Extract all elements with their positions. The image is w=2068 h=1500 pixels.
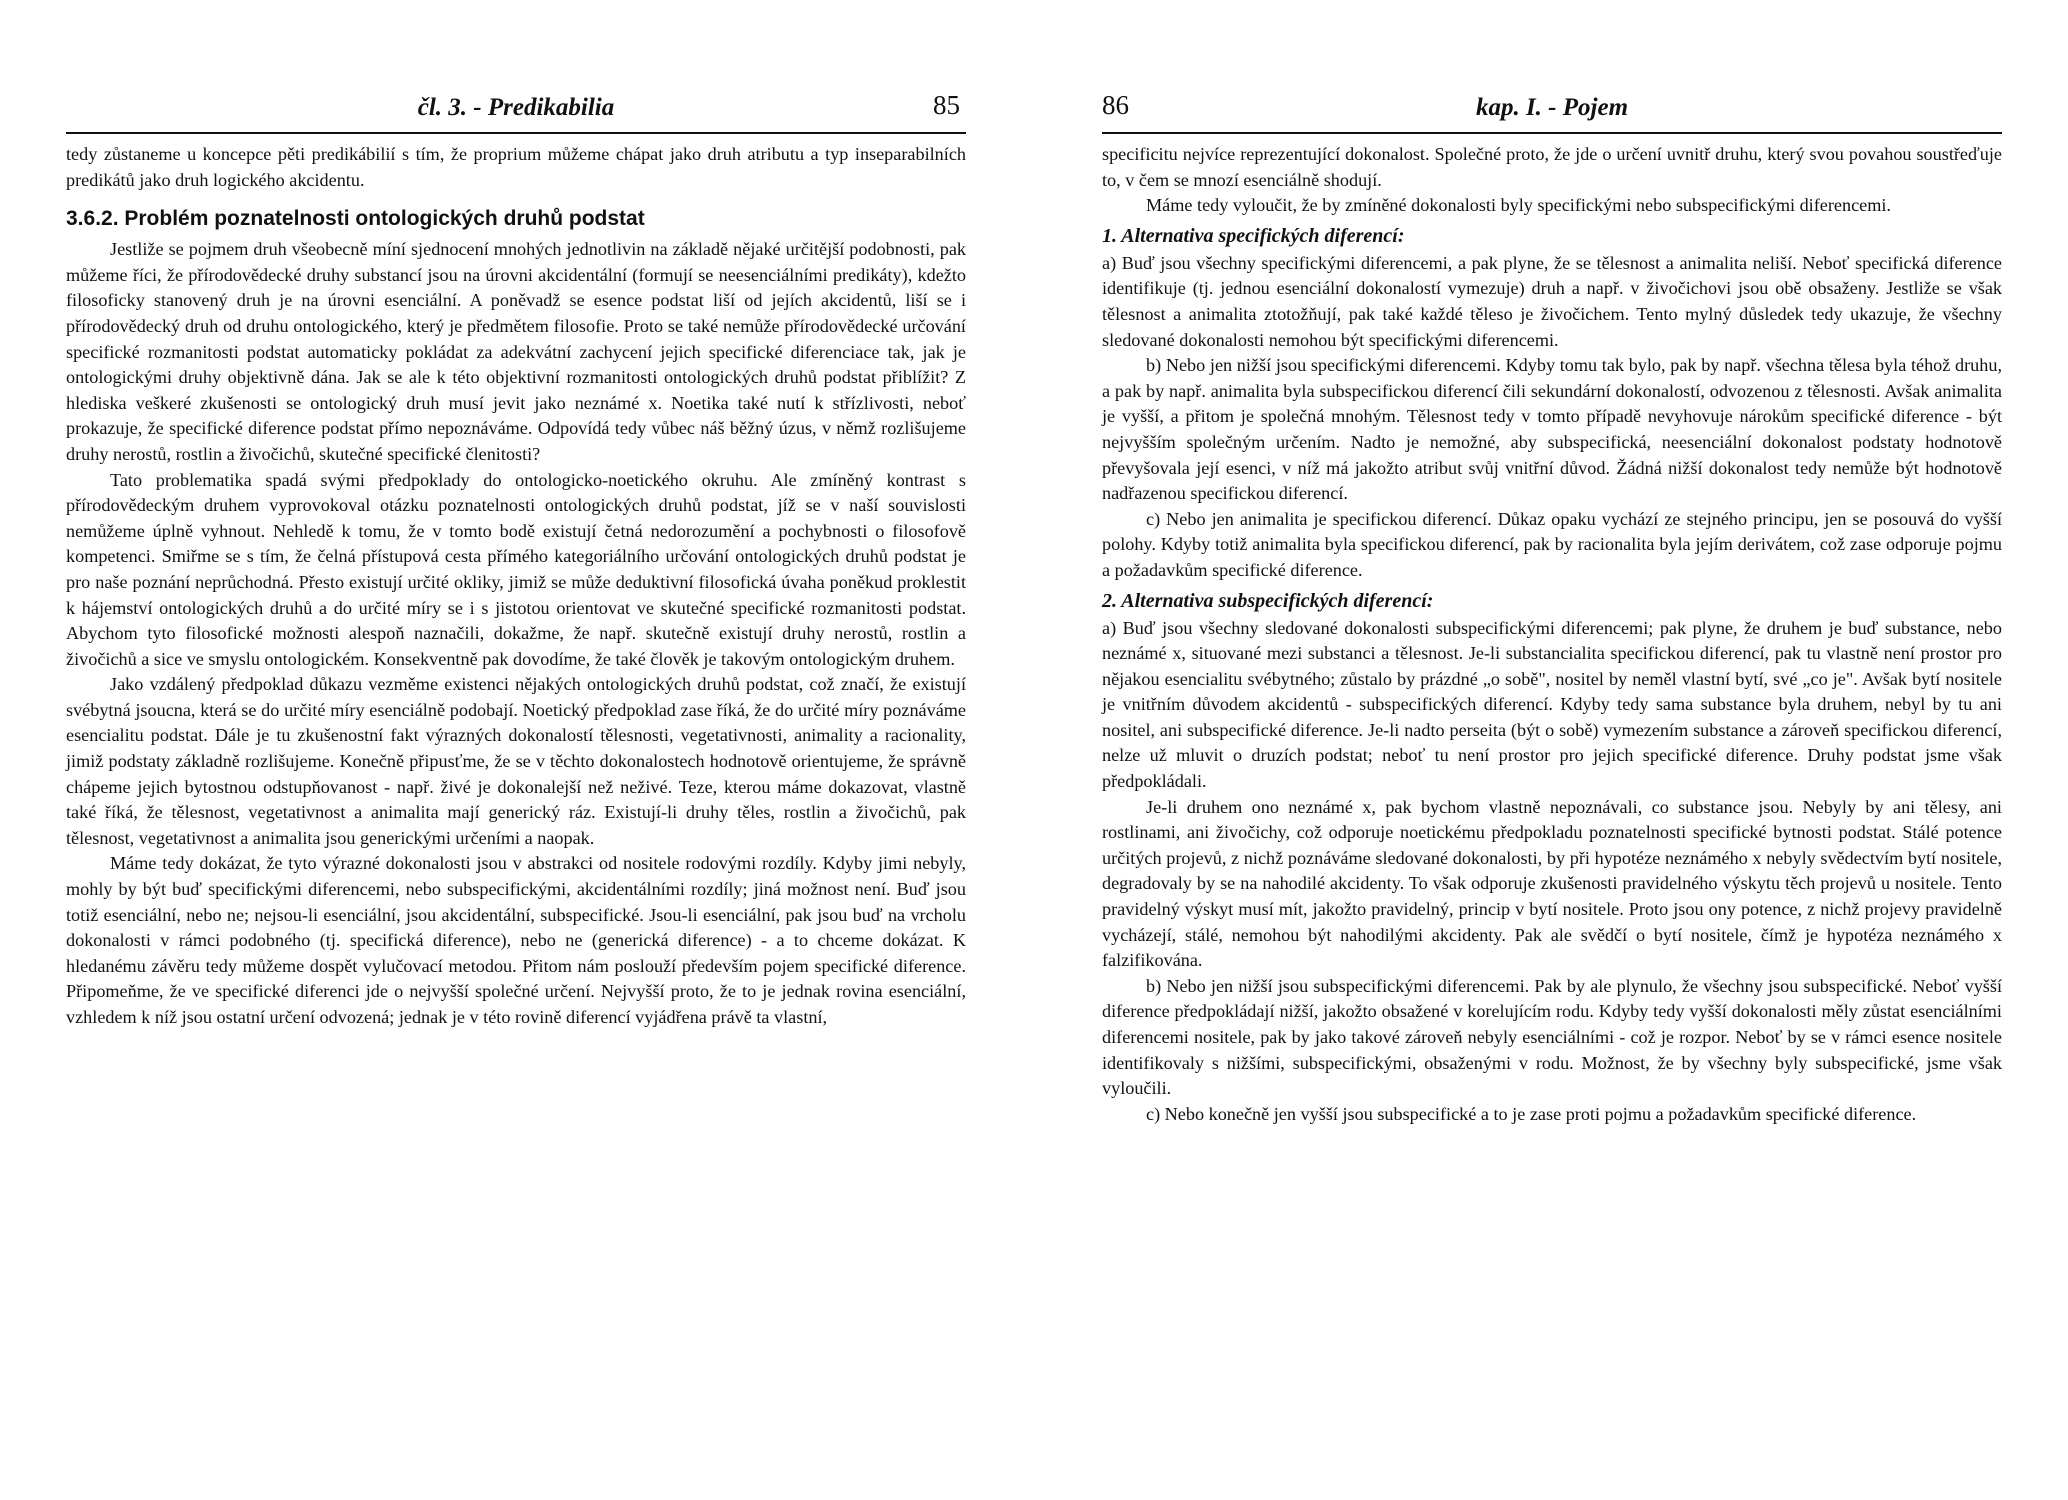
paragraph: Máme tedy dokázat, že tyto výrazné dokonalosti jsou v abstrakci od nositele rodovými rozdíly. Kdyby jimi nebyly, mohly by být buď specifickými diferencemi, nebo subspecifickými, akcidentálními rozdíly; jiná možnost není. Buď jsou totiž esenciální, nebo ne; nejsou-li esenciální, jsou akcidentální, subspecifické. Jsou-li esenciální, pak jsou buď na vrcholu dokonalosti v rámci podobného (tj. specifická diference), nebo ne (generická diference) - a to chceme dokázat. K hledanému závěru tedy můžeme dospět vylučovací metodou. Přitom nám poslouží především pojem specifické diference. Připomeňme, že ve specifické diferenci jde o nejvyšší společné určení. Nejvyšší proto, že to je jednak rovina esenciální, vzhledem k níž jsou ostatní určení odvozená; jednak je v této rovině diferencí vyjádřena právě ta vlastní, bbox=[66, 853, 966, 1027]
right-page bbox=[1102, 0, 2002, 1500]
paragraph: Tato problematika spadá svými předpoklady do ontologicko-noetického okruhu. Ale zmíněný kontrast s přírodovědeckým druhem vyprovokoval otázku poznatelnosti ontologických druhů podstat, jíž se v naší souvislosti nemůžeme úplně vyhnout. Nehledě k tomu, že v tomto bodě existují četná nedorozumění a pochybnosti o filosofově kompetenci. Smiřme se s tím, že čelná přístupová cesta přímého kategoriálního určování ontologických druhů podstat je pro naše poznání neprůchodná. Přesto existují určité okliky, jimiž se může deduktivní filosofická úvaha poněkud proklestit k hájemství ontologických druhů a do určité míry se i s jistotou orientovat ve skutečné specifické rozmanitosti podstat. Abychom tyto filosofické možnosti alespoň naznačili, dokažme, že např. skutečně existují druhy nerostů, rostlin a živočichů a sice ve smyslu ontologickém. Konsekventně pak dovodíme, že také člověk je takovým ontologickým druhem. bbox=[66, 469, 966, 669]
header-rule bbox=[66, 132, 966, 134]
paragraph: b) Nebo jen nižší jsou specifickými diferencemi. Kdyby tomu tak bylo, pak by např. všechna tělesa byla téhož druhu, a pak by např. animalita byla subspecifickou diferencí čili sekundární dokonalostí, odvozenou z tělesnosti. Avšak animalita je vyšší, a přitom je společná mnohým. Tělesnost tedy v tomto případě nevyhovuje nárokům specifické diference - být nejvyšším společným určením. Nadto je nemožné, aby subspecifická, neesenciální dokonalost podstaty hodnotově převyšovala její esenci, v níž má jakožto atribut svůj vnitřní důvod. Žádná nižší dokonalost tedy nemůže být hodnotově nadřazenou specifickou diferencí. bbox=[1102, 355, 2002, 504]
alternative-heading: 1. Alternativa specifických diferencí: bbox=[1102, 224, 1405, 247]
page-body bbox=[1102, 142, 2002, 1127]
alternative-heading: 2. Alternativa subspecifických diferencí: bbox=[1102, 589, 1434, 612]
section-heading: 3.6.2. Problém poznatelnosti ontologických druhů podstat bbox=[66, 207, 645, 231]
paragraph: specificitu nejvíce reprezentující dokonalost. Společné proto, že jde o určení uvnitř druhu, který svou povahou soustřeďuje to, v čem se mnozí esenciálně shodují. bbox=[1102, 144, 2002, 190]
running-head bbox=[1102, 86, 2002, 130]
paragraph: Jestliže se pojmem druh všeobecně míní sjednocení mnohých jednotlivin na základě nějaké určitější podobnosti, pak můžeme říci, že přírodovědecké druhy substancí jsou na úrovni akcidentální (formují se neesenciálními predikáty), kdežto filosoficky stanovený druh je na úrovni esenciální. A poněvadž se esence podstat liší od jejích akcidentů, liší se i přírodovědecký druh od druhu ontologického, který je předmětem filosofie. Proto se také nemůže přírodovědecké určování specifické rozmanitosti podstat automaticky pokládat za adekvátní zachycení jejich specifické diferenciace tak, jak je ontologickými druhy objektivně dána. Jak se ale k této objektivní rozmanitosti ontologických druhů podstat přiblížit? Z hlediska veškeré zkušenosti se ontologický druh musí jevit jako neznámé x. Noetika také nutí k střízlivosti, neboť prokazuje, že specifické diference podstat přímo nepoznáváme. Odpovídá tedy vůbec náš běžný úzus, v němž rozlišujeme druhy nerostů, rostlin a živočichů, skutečné specifické členitosti? bbox=[66, 239, 966, 464]
paragraph: b) Nebo jen nižší jsou subspecifickými diferencemi. Pak by ale plynulo, že všechny jsou subspecifické. Neboť vyšší diference předpokládají nižší, jakožto obsažené v korelujícím rodu. Kdyby tedy vyšší dokonalosti měly zůstat esenciálními diferencemi nositele, pak by jako takové zároveň nebyly esenciálními - což je rozpor. Neboť by se v rámci esence nositele identifikovaly s nižšími, subspecifickými, obsaženými v rodu. Možnost, že by všechny byly subspecifické, jsme však vyloučili. bbox=[1102, 975, 2002, 1099]
header-rule bbox=[1102, 132, 2002, 134]
paragraph: Jako vzdálený předpoklad důkazu vezměme existenci nějakých ontologických druhů podstat, což značí, že existují svébytná jsoucna, která se do určité míry esenciálně podobají. Noetický předpoklad zase říká, že do určité míry poznáváme esencialitu podstat. Dále je tu zkušenostní fakt výrazných dokonalostí tělesnosti, vegetativnosti, animality a racionality, jimiž podstaty základně rozlišujeme. Konečně připusťme, že se v těchto dokonalostech hodnotově orientujeme, že správně chápeme jejich bytostnou odstupňovanost - např. živé je dokonalejší než neživé. Teze, kterou máme dokazovat, vlastně také říká, že tělesnost, vegetativnost a animalita mají generický ráz. Existují-li druhy těles, rostlin a živočichů, pak tělesnost, vegetativnost a animalita jsou generickými určeními a naopak. bbox=[66, 674, 966, 848]
running-title: čl. 3. - Predikabilia bbox=[417, 94, 615, 121]
paragraph: c) Nebo jen animalita je specifickou diferencí. Důkaz opaku vychází ze stejného principu, jen se posouvá do vyšší polohy. Kdyby totiž animalita byla specifickou diferencí, pak by racionalita byla jejím derivátem, což zase odporuje pojmu a požadavkům specifické diference. bbox=[1102, 508, 2002, 580]
paragraph: a) Buď jsou všechny sledované dokonalosti subspecifickými diferencemi; pak plyne, že druhem je buď substance, nebo neznámé x, situované mezi substanci a tělesnost. Je-li substancialita specifickou diferencí, pak tu vlastně není prostor pro nějakou esencialitu svébytného; zůstalo by prázdné „o sobě", nositel by neměl vlastní bytí, své „co je". Avšak bytí nositele je vnitřním důvodem akcidentů - subspecifických diferencí. Kdyby tedy sama substance byla druhem, nebyl by tu ani nositel, ani subspecifické diference. Je-li nadto perseita (být o sobě) vymezením substance a zároveň specifickou diferencí, nelze už mluvit o druzích podstat; neboť tu není prostor pro jejich specifické diference. Druhy podstat jsme však předpokládali. bbox=[1102, 617, 2002, 792]
page-body bbox=[66, 142, 966, 1031]
page-number: 86 bbox=[1102, 90, 1129, 120]
paragraph: a) Buď jsou všechny specifickými diferencemi, a pak plyne, že se tělesnost a animalita neliší. Neboť specifická diference identifikuje (tj. jednou esenciální dokonalostí vymezuje) druh a např. v živočichovi jsou obě obsaženy. Jestliže se však tělesnost a animalita ztotožňují, pak také každé těleso je živočichem. Tento mylný důsledek tedy ukazuje, že všechny sledované dokonalosti nemohou být specifickými diferencemi. bbox=[1102, 252, 2002, 350]
paragraph: c) Nebo konečně jen vyšší jsou subspecifické a to je zase proti pojmu a požadavkům specifické diference. bbox=[1146, 1103, 1917, 1124]
paragraph: tedy zůstaneme u koncepce pěti predikábilií s tím, že proprium můžeme chápat jako druh atributu a typ inseparabilních predikátů jako druh logického akcidentu. bbox=[66, 144, 966, 190]
running-head bbox=[66, 86, 966, 130]
page-number: 85 bbox=[933, 90, 960, 120]
left-page bbox=[66, 0, 966, 1500]
running-title: kap. I. - Pojem bbox=[1475, 94, 1629, 121]
paragraph: Je-li druhem ono neznámé x, pak bychom vlastně nepoznávali, co substance jsou. Nebyly by ani tělesy, ani rostlinami, ani živočichy, což odporuje noetickému předpokladu poznatelnosti specifické bytnosti podstat. Stálé potence určitých projevů, z nichž poznáváme sledované dokonalosti, by při hypotéze neznámého x nebyly svědectvím bytí nositele, degradovaly by se na nahodilé akcidenty. To však odporuje zkušenosti pravidelného výskytu těch projevů u nositele. Tento pravidelný výskyt musí mít, jakožto pravidelný, princip v bytí nositele. Proto jsou ony potence, z nichž projevy pravidelně vycházejí, stálé, nemohou být nahodilými akcidenty. Pak ale svědčí o bytí nositele, čímž je hypotéza neznámého x falzifikována. bbox=[1102, 796, 2002, 971]
paragraph: Máme tedy vyloučit, že by zmíněné dokonalosti byly specifickými nebo subspecifickými diferencemi. bbox=[1146, 195, 1891, 216]
